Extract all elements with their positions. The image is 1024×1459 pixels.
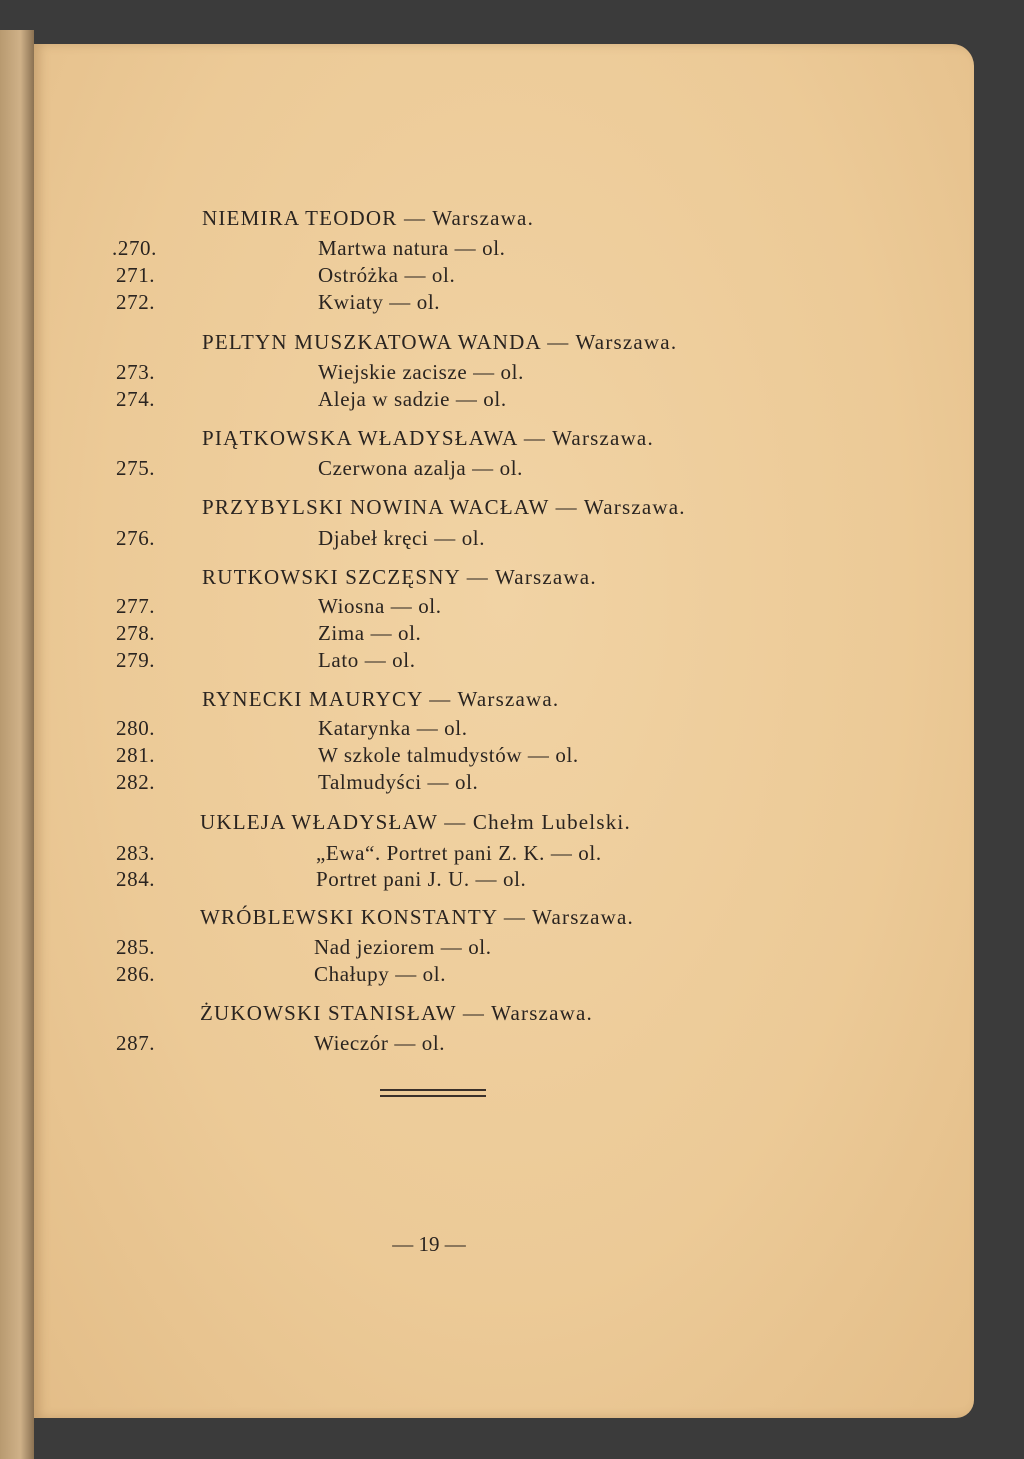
entry-number: 279.: [116, 648, 156, 672]
entry-title: Martwa natura — ol.: [318, 236, 506, 260]
artist-heading: NIEMIRA TEODOR — Warszawa.: [202, 206, 535, 230]
page-number: — 19 —: [392, 1232, 466, 1256]
artist-heading: RYNECKI MAURYCY — Warszawa.: [202, 687, 560, 711]
entry-number: 283.: [116, 841, 156, 865]
entry-number: 287.: [116, 1031, 156, 1055]
entry-number: 285.: [116, 935, 156, 959]
entry-title: Talmudyści — ol.: [318, 770, 479, 794]
entry-number: 284.: [116, 867, 156, 891]
artist-heading: PRZYBYLSKI NOWINA WACŁAW — Warszawa.: [202, 495, 686, 519]
entry-title: Kwiaty — ol.: [318, 290, 441, 314]
entry-title: Wieczór — ol.: [314, 1031, 446, 1055]
entry-number: 278.: [116, 621, 156, 645]
closing-rule: [380, 1095, 486, 1097]
entry-number: 280.: [116, 716, 156, 740]
artist-heading: ŻUKOWSKI STANISŁAW — Warszawa.: [200, 1001, 593, 1025]
entry-number: 271.: [116, 263, 156, 287]
artist-heading: PELTYN MUSZKATOWA WANDA — Warszawa.: [202, 330, 678, 354]
entry-number: 275.: [116, 456, 156, 480]
entry-number: 286.: [116, 962, 156, 986]
entry-number: 272.: [116, 290, 156, 314]
entry-title: Katarynka — ol.: [318, 716, 468, 740]
artist-heading: RUTKOWSKI SZCZĘSNY — Warszawa.: [202, 565, 597, 589]
entry-title: Wiosna — ol.: [318, 594, 442, 618]
entry-title: Wiejskie zacisze — ol.: [318, 360, 524, 384]
closing-rule: [380, 1089, 486, 1091]
entry-title: Chałupy — ol.: [314, 962, 447, 986]
entry-title: Czerwona azalja — ol.: [318, 456, 524, 480]
artist-heading: WRÓBLEWSKI KONSTANTY — Warszawa.: [200, 905, 634, 929]
entry-title: W szkole talmudystów — ol.: [318, 743, 579, 767]
entry-number: 281.: [116, 743, 156, 767]
entry-title: Aleja w sadzie — ol.: [318, 387, 507, 411]
entry-number: 282.: [116, 770, 156, 794]
entry-title: Djabeł kręci — ol.: [318, 526, 486, 550]
entry-number: 276.: [116, 526, 156, 550]
entry-title: Lato — ol.: [318, 648, 416, 672]
entry-title: Nad jeziorem — ol.: [314, 935, 492, 959]
artist-heading: PIĄTKOWSKA WŁADYSŁAWA — Warszawa.: [202, 426, 654, 450]
entry-number: 273.: [116, 360, 156, 384]
entry-title: „Ewa“. Portret pani Z. K. — ol.: [316, 841, 602, 865]
entry-number: 274.: [116, 387, 156, 411]
entry-title: Zima — ol.: [318, 621, 422, 645]
entry-title: Ostróżka — ol.: [318, 263, 456, 287]
entry-title: Portret pani J. U. — ol.: [316, 867, 527, 891]
artist-heading: UKLEJA WŁADYSŁAW — Chełm Lubelski.: [200, 810, 631, 834]
entry-number: 277.: [116, 594, 156, 618]
entry-number: .270.: [112, 236, 157, 260]
